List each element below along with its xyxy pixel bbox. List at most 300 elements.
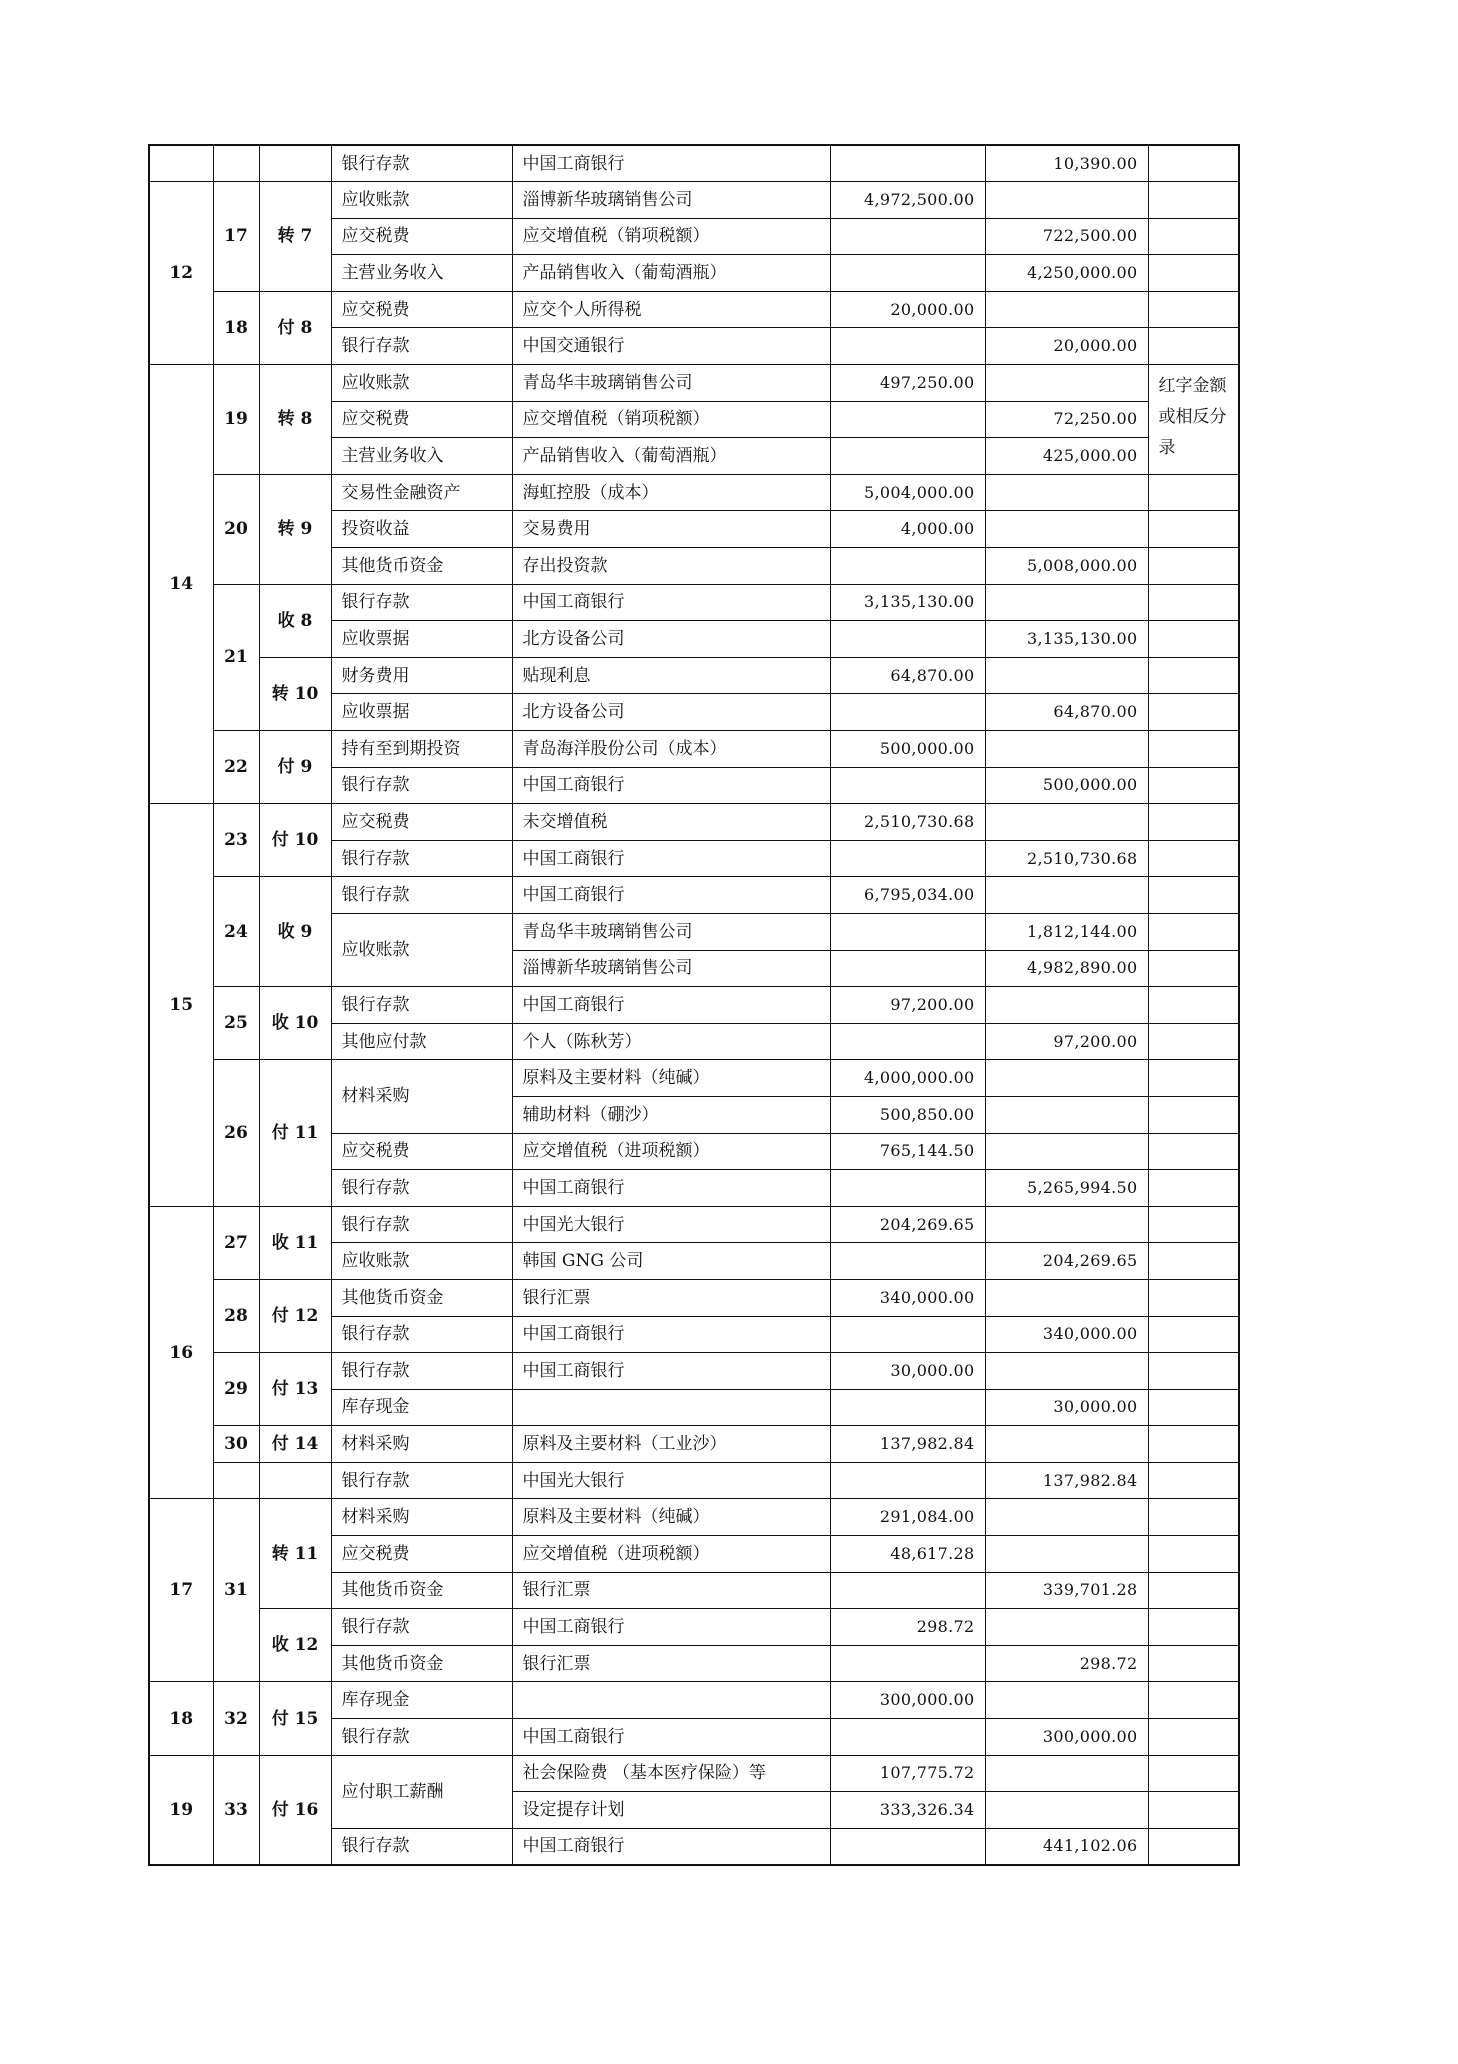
account-cell: 投资收益 — [331, 511, 512, 548]
note-cell — [1148, 767, 1239, 804]
voucher-type-cell: 付 10 — [259, 804, 331, 877]
voucher-number-cell: 23 — [213, 804, 259, 877]
credit-amount-cell — [985, 291, 1148, 328]
debit-amount-cell: 48,617.28 — [830, 1536, 985, 1573]
debit-amount-cell: 107,775.72 — [830, 1755, 985, 1792]
sub-account-cell — [512, 1389, 830, 1426]
table-row — [149, 291, 1239, 328]
account-cell: 银行存款 — [331, 1462, 512, 1499]
note-cell — [1148, 511, 1239, 548]
voucher-type-cell: 收 9 — [259, 877, 331, 987]
sub-account-cell: 北方设备公司 — [512, 621, 830, 658]
account-cell: 应收账款 — [331, 182, 512, 219]
voucher-number-cell: 17 — [213, 182, 259, 292]
debit-amount-cell — [830, 328, 985, 365]
note-cell — [1148, 474, 1239, 511]
account-cell: 银行存款 — [331, 1353, 512, 1390]
credit-amount-cell: 300,000.00 — [985, 1719, 1148, 1756]
debit-amount-cell: 2,510,730.68 — [830, 804, 985, 841]
voucher-number-cell: 20 — [213, 474, 259, 584]
note-cell — [1148, 182, 1239, 219]
credit-amount-cell: 204,269.65 — [985, 1243, 1148, 1280]
note-cell — [1148, 1170, 1239, 1207]
credit-amount-cell — [985, 365, 1148, 402]
credit-amount-cell: 722,500.00 — [985, 218, 1148, 255]
sub-account-cell: 未交增值税 — [512, 804, 830, 841]
debit-amount-cell — [830, 694, 985, 731]
credit-amount-cell: 5,265,994.50 — [985, 1170, 1148, 1207]
credit-amount-cell: 72,250.00 — [985, 401, 1148, 438]
credit-amount-cell — [985, 1206, 1148, 1243]
voucher-type-cell: 付 16 — [259, 1755, 331, 1865]
voucher-type-cell — [259, 1462, 331, 1499]
account-cell: 银行存款 — [331, 328, 512, 365]
note-cell — [1148, 291, 1239, 328]
voucher-number-cell: 28 — [213, 1279, 259, 1352]
table-row — [149, 365, 1239, 402]
note-cell — [1148, 621, 1239, 658]
sub-account-cell: 中国工商银行 — [512, 1170, 830, 1207]
table-row — [149, 1682, 1239, 1719]
sub-account-cell: 应交增值税（进项税额） — [512, 1133, 830, 1170]
note-cell — [1148, 1206, 1239, 1243]
sub-account-cell: 设定提存计划 — [512, 1792, 830, 1829]
journal-table — [148, 144, 1240, 1866]
debit-amount-cell — [830, 218, 985, 255]
voucher-type-cell: 付 14 — [259, 1426, 331, 1463]
note-cell — [1148, 1828, 1239, 1865]
table-row — [149, 987, 1239, 1024]
table-row — [149, 657, 1239, 694]
debit-amount-cell — [830, 950, 985, 987]
note-cell — [1148, 840, 1239, 877]
voucher-type-cell — [259, 145, 331, 182]
credit-amount-cell — [985, 1755, 1148, 1792]
account-cell: 库存现金 — [331, 1682, 512, 1719]
debit-amount-cell — [830, 1462, 985, 1499]
table-row — [149, 1609, 1239, 1646]
credit-amount-cell — [985, 182, 1148, 219]
table-row — [149, 877, 1239, 914]
sub-account-cell — [512, 1682, 830, 1719]
voucher-type-cell: 收 10 — [259, 987, 331, 1060]
note-cell — [1148, 1755, 1239, 1792]
credit-amount-cell: 10,390.00 — [985, 145, 1148, 182]
sub-account-cell: 应交个人所得税 — [512, 291, 830, 328]
account-cell: 持有至到期投资 — [331, 731, 512, 768]
note-cell: 红字金额或相反分录 — [1148, 365, 1239, 475]
voucher-type-cell: 付 15 — [259, 1682, 331, 1755]
sub-account-cell: 原料及主要材料（纯碱） — [512, 1060, 830, 1097]
debit-amount-cell — [830, 145, 985, 182]
voucher-number-cell: 29 — [213, 1353, 259, 1426]
table-row — [149, 1499, 1239, 1536]
debit-amount-cell — [830, 1645, 985, 1682]
credit-amount-cell — [985, 1279, 1148, 1316]
credit-amount-cell: 340,000.00 — [985, 1316, 1148, 1353]
voucher-number-cell: 31 — [213, 1499, 259, 1682]
credit-amount-cell — [985, 584, 1148, 621]
voucher-type-cell: 付 13 — [259, 1353, 331, 1426]
sub-account-cell: 原料及主要材料（工业沙） — [512, 1426, 830, 1463]
sub-account-cell: 中国工商银行 — [512, 1828, 830, 1865]
voucher-number-cell: 19 — [213, 365, 259, 475]
day-cell: 17 — [149, 1499, 213, 1682]
credit-amount-cell — [985, 1499, 1148, 1536]
sub-account-cell: 淄博新华玻璃销售公司 — [512, 950, 830, 987]
table-row — [149, 1206, 1239, 1243]
credit-amount-cell: 20,000.00 — [985, 328, 1148, 365]
debit-amount-cell: 300,000.00 — [830, 1682, 985, 1719]
account-cell: 银行存款 — [331, 1719, 512, 1756]
voucher-number-cell: 25 — [213, 987, 259, 1060]
voucher-type-cell: 付 9 — [259, 731, 331, 804]
account-cell: 材料采购 — [331, 1060, 512, 1133]
note-cell — [1148, 1645, 1239, 1682]
account-cell: 应收票据 — [331, 621, 512, 658]
sub-account-cell: 原料及主要材料（纯碱） — [512, 1499, 830, 1536]
account-cell: 财务费用 — [331, 657, 512, 694]
credit-amount-cell — [985, 1609, 1148, 1646]
credit-amount-cell — [985, 657, 1148, 694]
debit-amount-cell — [830, 1243, 985, 1280]
note-cell — [1148, 1682, 1239, 1719]
credit-amount-cell — [985, 1536, 1148, 1573]
sub-account-cell: 中国光大银行 — [512, 1206, 830, 1243]
credit-amount-cell — [985, 731, 1148, 768]
voucher-type-cell: 付 12 — [259, 1279, 331, 1352]
credit-amount-cell — [985, 804, 1148, 841]
table-row — [149, 1426, 1239, 1463]
day-cell: 12 — [149, 182, 213, 365]
debit-amount-cell — [830, 438, 985, 475]
sub-account-cell: 贴现利息 — [512, 657, 830, 694]
note-cell — [1148, 1096, 1239, 1133]
voucher-type-cell: 转 8 — [259, 365, 331, 475]
day-cell: 19 — [149, 1755, 213, 1865]
credit-amount-cell — [985, 987, 1148, 1024]
account-cell: 银行存款 — [331, 987, 512, 1024]
voucher-type-cell: 转 11 — [259, 1499, 331, 1609]
day-cell: 18 — [149, 1682, 213, 1755]
credit-amount-cell: 425,000.00 — [985, 438, 1148, 475]
sub-account-cell: 应交增值税（销项税额） — [512, 401, 830, 438]
note-cell — [1148, 731, 1239, 768]
voucher-number-cell: 22 — [213, 731, 259, 804]
credit-amount-cell — [985, 1792, 1148, 1829]
credit-amount-cell: 2,510,730.68 — [985, 840, 1148, 877]
debit-amount-cell — [830, 1828, 985, 1865]
note-cell — [1148, 1353, 1239, 1390]
credit-amount-cell: 298.72 — [985, 1645, 1148, 1682]
account-cell: 应交税费 — [331, 291, 512, 328]
debit-amount-cell: 3,135,130.00 — [830, 584, 985, 621]
table-row — [149, 1060, 1239, 1097]
note-cell — [1148, 255, 1239, 292]
voucher-number-cell: 32 — [213, 1682, 259, 1755]
credit-amount-cell — [985, 1682, 1148, 1719]
account-cell: 应交税费 — [331, 401, 512, 438]
sub-account-cell: 个人（陈秋芳） — [512, 1023, 830, 1060]
debit-amount-cell: 137,982.84 — [830, 1426, 985, 1463]
sub-account-cell: 青岛华丰玻璃销售公司 — [512, 913, 830, 950]
note-cell — [1148, 1060, 1239, 1097]
sub-account-cell: 银行汇票 — [512, 1645, 830, 1682]
account-cell: 银行存款 — [331, 1609, 512, 1646]
voucher-number-cell: 18 — [213, 291, 259, 364]
note-cell — [1148, 1133, 1239, 1170]
debit-amount-cell — [830, 621, 985, 658]
credit-amount-cell: 137,982.84 — [985, 1462, 1148, 1499]
sub-account-cell: 中国光大银行 — [512, 1462, 830, 1499]
credit-amount-cell: 64,870.00 — [985, 694, 1148, 731]
debit-amount-cell: 298.72 — [830, 1609, 985, 1646]
credit-amount-cell — [985, 1353, 1148, 1390]
voucher-type-cell: 收 12 — [259, 1609, 331, 1682]
sub-account-cell: 银行汇票 — [512, 1279, 830, 1316]
account-cell: 其他货币资金 — [331, 1645, 512, 1682]
note-cell — [1148, 804, 1239, 841]
debit-amount-cell — [830, 1170, 985, 1207]
account-cell: 其他货币资金 — [331, 1572, 512, 1609]
voucher-type-cell: 转 10 — [259, 657, 331, 730]
sub-account-cell: 交易费用 — [512, 511, 830, 548]
credit-amount-cell: 30,000.00 — [985, 1389, 1148, 1426]
sub-account-cell: 中国工商银行 — [512, 1353, 830, 1390]
account-cell: 银行存款 — [331, 1316, 512, 1353]
voucher-number-cell: 27 — [213, 1206, 259, 1279]
sub-account-cell: 中国工商银行 — [512, 987, 830, 1024]
table-row — [149, 1279, 1239, 1316]
sub-account-cell: 中国工商银行 — [512, 1316, 830, 1353]
voucher-number-cell: 21 — [213, 584, 259, 730]
debit-amount-cell: 5,004,000.00 — [830, 474, 985, 511]
account-cell: 银行存款 — [331, 1206, 512, 1243]
voucher-type-cell: 收 11 — [259, 1206, 331, 1279]
account-cell: 应付职工薪酬 — [331, 1755, 512, 1828]
account-cell: 库存现金 — [331, 1389, 512, 1426]
table-row — [149, 1462, 1239, 1499]
day-cell — [149, 145, 213, 182]
account-cell: 银行存款 — [331, 877, 512, 914]
sub-account-cell: 中国交通银行 — [512, 328, 830, 365]
voucher-type-cell: 转 7 — [259, 182, 331, 292]
debit-amount-cell: 4,000,000.00 — [830, 1060, 985, 1097]
debit-amount-cell — [830, 401, 985, 438]
note-cell — [1148, 1609, 1239, 1646]
account-cell: 应收账款 — [331, 365, 512, 402]
sub-account-cell: 中国工商银行 — [512, 840, 830, 877]
note-cell — [1148, 877, 1239, 914]
note-cell — [1148, 1023, 1239, 1060]
sub-account-cell: 辅助材料（硼沙） — [512, 1096, 830, 1133]
credit-amount-cell — [985, 1060, 1148, 1097]
debit-amount-cell — [830, 767, 985, 804]
note-cell — [1148, 657, 1239, 694]
note-cell — [1148, 987, 1239, 1024]
sub-account-cell: 青岛海洋股份公司（成本） — [512, 731, 830, 768]
note-cell — [1148, 584, 1239, 621]
account-cell: 银行存款 — [331, 1828, 512, 1865]
debit-amount-cell: 4,972,500.00 — [830, 182, 985, 219]
sub-account-cell: 存出投资款 — [512, 548, 830, 585]
debit-amount-cell: 64,870.00 — [830, 657, 985, 694]
debit-amount-cell — [830, 1572, 985, 1609]
voucher-number-cell: 24 — [213, 877, 259, 987]
debit-amount-cell: 500,000.00 — [830, 731, 985, 768]
note-cell — [1148, 1462, 1239, 1499]
account-cell: 应交税费 — [331, 804, 512, 841]
table-row — [149, 584, 1239, 621]
account-cell: 其他应付款 — [331, 1023, 512, 1060]
sub-account-cell: 韩国 GNG 公司 — [512, 1243, 830, 1280]
account-cell: 银行存款 — [331, 840, 512, 877]
note-cell — [1148, 1426, 1239, 1463]
account-cell: 主营业务收入 — [331, 255, 512, 292]
debit-amount-cell: 97,200.00 — [830, 987, 985, 1024]
note-cell — [1148, 1536, 1239, 1573]
account-cell: 其他货币资金 — [331, 1279, 512, 1316]
account-cell: 主营业务收入 — [331, 438, 512, 475]
credit-amount-cell: 500,000.00 — [985, 767, 1148, 804]
note-cell — [1148, 328, 1239, 365]
account-cell: 交易性金融资产 — [331, 474, 512, 511]
sub-account-cell: 产品销售收入（葡萄酒瓶） — [512, 438, 830, 475]
sub-account-cell: 银行汇票 — [512, 1572, 830, 1609]
sub-account-cell: 北方设备公司 — [512, 694, 830, 731]
account-cell: 应交税费 — [331, 1133, 512, 1170]
debit-amount-cell: 340,000.00 — [830, 1279, 985, 1316]
note-cell — [1148, 1243, 1239, 1280]
debit-amount-cell: 4,000.00 — [830, 511, 985, 548]
debit-amount-cell: 6,795,034.00 — [830, 877, 985, 914]
account-cell: 应收账款 — [331, 1243, 512, 1280]
debit-amount-cell — [830, 548, 985, 585]
voucher-type-cell: 付 8 — [259, 291, 331, 364]
journal-table-body — [149, 145, 1239, 1865]
debit-amount-cell: 291,084.00 — [830, 1499, 985, 1536]
credit-amount-cell: 1,812,144.00 — [985, 913, 1148, 950]
credit-amount-cell: 3,135,130.00 — [985, 621, 1148, 658]
note-cell — [1148, 1572, 1239, 1609]
note-cell — [1148, 1792, 1239, 1829]
sub-account-cell: 中国工商银行 — [512, 877, 830, 914]
sub-account-cell: 中国工商银行 — [512, 584, 830, 621]
account-cell: 应交税费 — [331, 218, 512, 255]
note-cell — [1148, 218, 1239, 255]
debit-amount-cell — [830, 1023, 985, 1060]
sub-account-cell: 中国工商银行 — [512, 767, 830, 804]
table-row — [149, 1755, 1239, 1792]
debit-amount-cell — [830, 255, 985, 292]
note-cell — [1148, 1499, 1239, 1536]
account-cell: 银行存款 — [331, 145, 512, 182]
credit-amount-cell: 441,102.06 — [985, 1828, 1148, 1865]
debit-amount-cell — [830, 1316, 985, 1353]
debit-amount-cell — [830, 840, 985, 877]
table-row — [149, 1353, 1239, 1390]
debit-amount-cell — [830, 913, 985, 950]
note-cell — [1148, 1279, 1239, 1316]
table-row — [149, 145, 1239, 182]
account-cell: 银行存款 — [331, 1170, 512, 1207]
sub-account-cell: 海虹控股（成本） — [512, 474, 830, 511]
account-cell: 应收票据 — [331, 694, 512, 731]
day-cell: 16 — [149, 1206, 213, 1499]
sub-account-cell: 中国工商银行 — [512, 1609, 830, 1646]
voucher-number-cell — [213, 1462, 259, 1499]
account-cell: 银行存款 — [331, 584, 512, 621]
account-cell: 其他货币资金 — [331, 548, 512, 585]
note-cell — [1148, 145, 1239, 182]
sub-account-cell: 淄博新华玻璃销售公司 — [512, 182, 830, 219]
debit-amount-cell: 500,850.00 — [830, 1096, 985, 1133]
account-cell: 应收账款 — [331, 913, 512, 986]
credit-amount-cell — [985, 1096, 1148, 1133]
voucher-number-cell: 33 — [213, 1755, 259, 1865]
account-cell: 材料采购 — [331, 1499, 512, 1536]
sub-account-cell: 应交增值税（销项税额） — [512, 218, 830, 255]
note-cell — [1148, 548, 1239, 585]
table-row — [149, 182, 1239, 219]
note-cell — [1148, 694, 1239, 731]
credit-amount-cell: 97,200.00 — [985, 1023, 1148, 1060]
credit-amount-cell — [985, 877, 1148, 914]
credit-amount-cell: 339,701.28 — [985, 1572, 1148, 1609]
credit-amount-cell — [985, 1426, 1148, 1463]
sub-account-cell: 社会保险费 （基本医疗保险）等 — [512, 1755, 830, 1792]
voucher-type-cell: 转 9 — [259, 474, 331, 584]
voucher-number-cell: 30 — [213, 1426, 259, 1463]
table-row — [149, 474, 1239, 511]
sub-account-cell: 中国工商银行 — [512, 1719, 830, 1756]
day-cell: 14 — [149, 365, 213, 804]
credit-amount-cell: 4,982,890.00 — [985, 950, 1148, 987]
debit-amount-cell: 20,000.00 — [830, 291, 985, 328]
credit-amount-cell — [985, 1133, 1148, 1170]
note-cell — [1148, 913, 1239, 950]
table-row — [149, 731, 1239, 768]
day-cell: 15 — [149, 804, 213, 1207]
debit-amount-cell: 497,250.00 — [830, 365, 985, 402]
debit-amount-cell: 30,000.00 — [830, 1353, 985, 1390]
credit-amount-cell — [985, 474, 1148, 511]
note-cell — [1148, 950, 1239, 987]
credit-amount-cell: 4,250,000.00 — [985, 255, 1148, 292]
voucher-type-cell: 收 8 — [259, 584, 331, 657]
credit-amount-cell: 5,008,000.00 — [985, 548, 1148, 585]
debit-amount-cell — [830, 1389, 985, 1426]
voucher-type-cell: 付 11 — [259, 1060, 331, 1206]
debit-amount-cell: 333,326.34 — [830, 1792, 985, 1829]
sub-account-cell: 应交增值税（进项税额） — [512, 1536, 830, 1573]
sub-account-cell: 青岛华丰玻璃销售公司 — [512, 365, 830, 402]
note-cell — [1148, 1316, 1239, 1353]
account-cell: 应交税费 — [331, 1536, 512, 1573]
voucher-number-cell — [213, 145, 259, 182]
table-row — [149, 804, 1239, 841]
credit-amount-cell — [985, 511, 1148, 548]
note-cell — [1148, 1719, 1239, 1756]
note-cell — [1148, 1389, 1239, 1426]
sub-account-cell: 产品销售收入（葡萄酒瓶） — [512, 255, 830, 292]
debit-amount-cell — [830, 1719, 985, 1756]
sub-account-cell: 中国工商银行 — [512, 145, 830, 182]
voucher-number-cell: 26 — [213, 1060, 259, 1206]
account-cell: 银行存款 — [331, 767, 512, 804]
account-cell: 材料采购 — [331, 1426, 512, 1463]
debit-amount-cell: 765,144.50 — [830, 1133, 985, 1170]
